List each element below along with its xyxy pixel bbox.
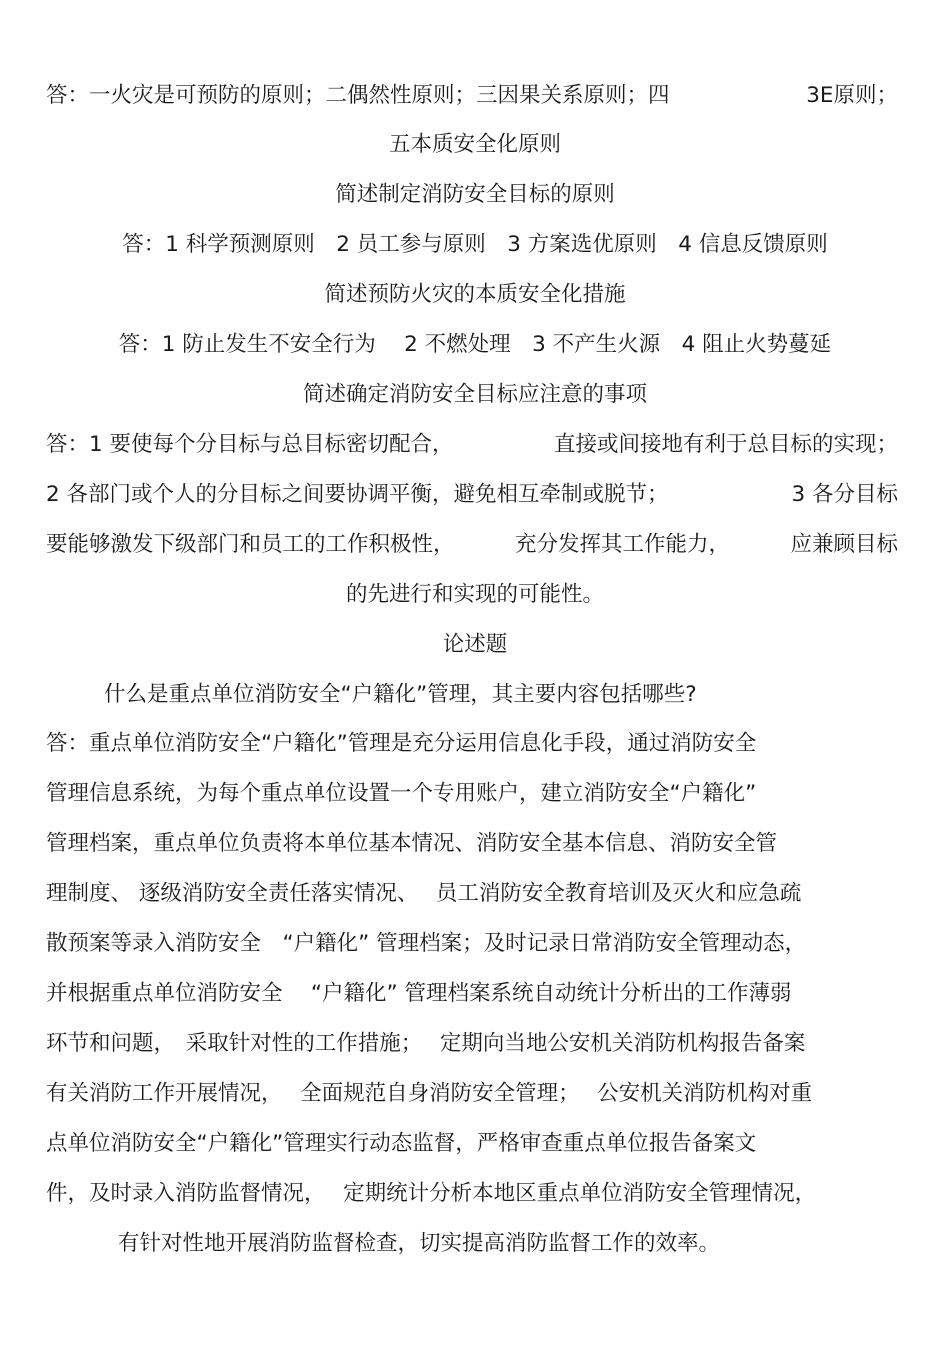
essay-answer-line: 管理档案，重点单位负责将本单位基本情况、消防安全基本信息、消防安全管 — [46, 831, 778, 856]
essay-answer-line: 有关消防工作开展情况， 全面规范自身消防安全管理； 公安机关消防机构对重 — [46, 1081, 813, 1106]
essay-answer-line: 理制度、 逐级消防安全责任落实情况、 员工消防安全教育培训及灭火和应急疏 — [46, 881, 802, 906]
answer-line: 答：1 科学预测原则 2 员工参与原则 3 方案选优原则 4 信息反馈原则 — [122, 232, 828, 257]
answer-paragraph-line — [0, 530, 950, 560]
section-heading-essay: 论述题 — [442, 632, 508, 657]
essay-answer-line: 散预案等录入消防安全 “户籍化” 管理档案；及时记录日常消防安全管理动态， — [46, 931, 807, 956]
text-segment: 2 各部门或个人的分目标之间要协调平衡，避免相互牵制或脱节； — [46, 482, 669, 507]
essay-question: 什么是重点单位消防安全“户籍化”管理，其主要内容包括哪些? — [104, 682, 697, 707]
text-segment: 3E原则； — [806, 83, 898, 108]
answer-line-continued: 五本质安全化原则 — [388, 132, 561, 157]
question-heading: 简述预防火灾的本质安全化措施 — [324, 282, 626, 307]
essay-answer-line: 有针对性地开展消防监督检查，切实提高消防监督工作的效率。 — [118, 1231, 721, 1256]
essay-answer-line: 答：重点单位消防安全“户籍化”管理是充分运用信息化手段，通过消防安全 — [46, 731, 757, 756]
essay-answer-line: 管理信息系统，为每个重点单位设置一个专用账户，建立消防安全“户籍化” — [46, 781, 757, 806]
answer-paragraph-line — [0, 430, 950, 460]
text-segment: 应兼顾目标 — [790, 532, 898, 557]
answer-line: 答：1 防止发生不安全行为 2 不燃处理 3 不产生火源 4 阻止火势蔓延 — [118, 332, 832, 357]
essay-answer-line: 件，及时录入消防监督情况， 定期统计分析本地区重点单位消防安全管理情况， — [46, 1181, 817, 1206]
text-segment: 3 各分目标 — [791, 482, 898, 507]
answer-paragraph-line: 的先进行和实现的可能性。 — [345, 582, 604, 607]
text-segment: 要能够激发下级部门和员工的工作积极性， — [46, 532, 455, 557]
essay-answer-line: 并根据重点单位消防安全 “户籍化” 管理档案系统自动统计分析出的工作薄弱 — [46, 981, 792, 1006]
answer-line-fire-principles — [0, 81, 950, 111]
text-segment: 答：1 要使每个分目标与总目标密切配合， — [46, 432, 454, 457]
text-segment: 充分发挥其工作能力， — [514, 532, 730, 557]
question-heading: 简述确定消防安全目标应注意的事项 — [302, 382, 647, 407]
text-segment: 直接或间接地有利于总目标的实现； — [553, 432, 898, 457]
question-heading: 简述制定消防安全目标的原则 — [335, 182, 615, 207]
essay-answer-line: 点单位消防安全“户籍化”管理实行动态监督，严格审查重点单位报告备案文 — [46, 1131, 757, 1156]
text-segment: 答：一火灾是可预防的原则；二偶然性原则；三因果关系原则；四 — [46, 83, 670, 108]
essay-answer-line: 环节和问题， 采取针对性的工作措施； 定期向当地公安机关消防机构报告备案 — [46, 1031, 806, 1056]
answer-paragraph-line — [0, 480, 950, 510]
